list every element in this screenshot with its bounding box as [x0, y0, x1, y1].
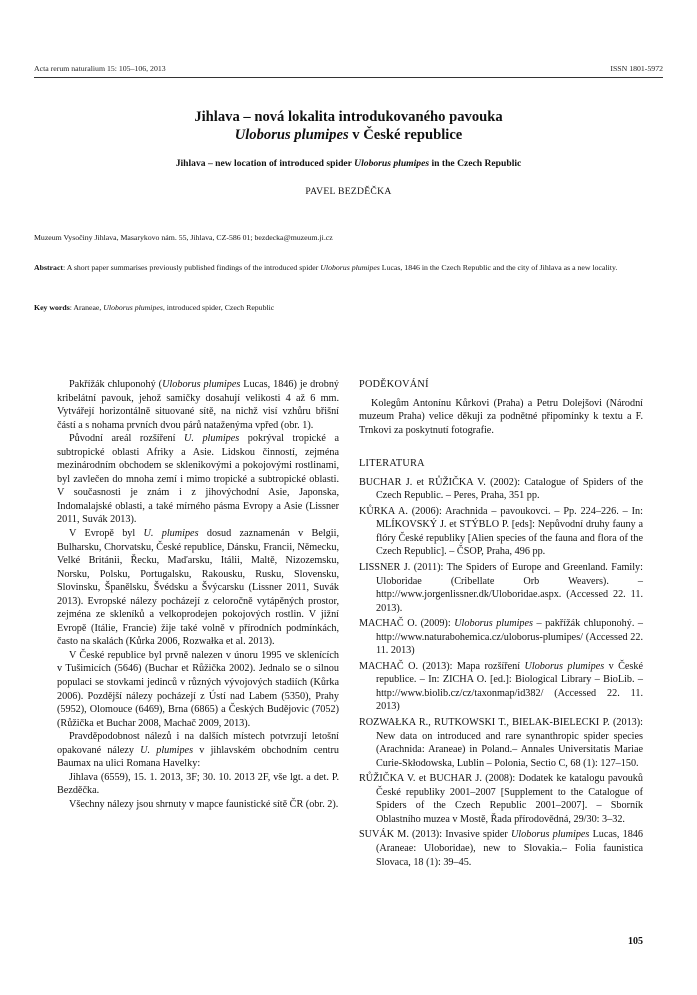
reference-item — [359, 660, 643, 714]
abstract-species: Uloborus plumipes — [320, 263, 380, 272]
reference-authors: MACHAČ O. (2009) — [359, 618, 448, 630]
abstract-text-before: : A short paper summarises previously published findings of the introduced spider — [63, 263, 321, 272]
abstract — [34, 261, 663, 276]
body-paragraph-4: V České republice byl prvně nalezen v únoru 1995 ve sklenících v Tušimicích (5646) (Buchar et Růžička 2002). Jednalo se o silnou populaci se stovkami jedinců v různých vývojových stadiích (Kůrka 2006). Pozdější nálezy pocházejí z Ústí nad Labem (5350), Prahy (5952), Olomouce (6469), Brna (6865) a Českých Budějovic (7052) (Růžička et Buchar 2008, Machač 2009, 2013). — [57, 649, 339, 729]
body-paragraph-3 — [57, 527, 339, 649]
species-name: U. plumipes — [140, 744, 194, 756]
affiliation: Muzeum Vysočiny Jihlava, Masarykovo nám. 55, Jihlava, CZ-586 01; bezdecka@muzeum.ji.cz — [34, 233, 333, 242]
reference-authors: MACHAČ O. (2013) — [359, 660, 450, 672]
text: Pakřížák chluponohý ( — [69, 379, 163, 390]
reference-item — [359, 476, 643, 503]
text: Pravděpodobnost nálezů i na dalších místech potvrzují letošní opakované nálezy — [57, 731, 339, 756]
page-number: 105 — [628, 936, 643, 947]
body-paragraph-6: Jihlava (6559), 15. 1. 2013, 3F; 30. 10. 2013 2F, vše lgt. a det. P. Bezděčka. — [57, 771, 339, 797]
reference-text: : New data on introduced and rare synanthropic spider species (Arachnida: Araneae) in Poland.– Annales Universitatis Mariae Curie-Skłodowska, Lublin – Polonia, Sectio C, 68 (1): 127–150. — [376, 717, 643, 769]
reference-item — [359, 617, 643, 658]
reference-text: v České republice. – In: ZICHA O. [ed.]: Biological Library – BioLib. – http://www.biolib.cz/cz/taxonmap/id382/ (Accessed 22. 11. 2013) — [376, 660, 643, 713]
reference-species: Uloborus plumipes — [524, 660, 605, 672]
keywords-before: : Araneae, — [69, 303, 104, 312]
journal-citation: Acta rerum naturalium 15: 105–106, 2013 — [34, 64, 166, 73]
reference-item — [359, 716, 643, 770]
body-right-column — [359, 378, 643, 871]
reference-authors: KŮRKA A. (2006) — [359, 505, 439, 517]
abstract-label: Abstract — [34, 263, 64, 272]
body-paragraph-2 — [57, 432, 339, 527]
title-line2-rest: v České republice — [348, 127, 463, 143]
reference-item — [359, 561, 643, 615]
text: Původní areál rozšíření — [69, 433, 185, 445]
keywords-after: , introduced spider, Czech Republic — [162, 303, 275, 312]
author-name: PAVEL BEZDĚČKA — [305, 186, 392, 197]
text: V Evropě byl — [69, 528, 144, 540]
reference-text: : Arachnida – pavoukovci. – Pp. 224–226. – In: MLÍKOVSKÝ J. et STÝBLO P. [eds]: Nepůvodní druhy fauny a flóry České republiky [Alien species of the fauna and flora of the Czech Republic]. – ČSOP, Praha, 496 pp. — [376, 505, 643, 558]
subtitle-before: Jihlava – new location of introduced spider — [175, 158, 355, 169]
reference-text: : Dodatek ke katalogu pavouků České republiky 2001–2007 [Supplement to the Catalogue of Spiders of the Czech Republic 2001–2007]. – Sborník Oblastního muzea v Mostě, Řada přírodovědná, 29/30: 3–32. — [376, 773, 643, 825]
reference-text: – pakřížák chluponohý. – http://www.naturabohemica.cz/uloborus-plumipes/ (Accessed 22. 11. 2013) — [376, 618, 643, 657]
text: pokrýval tropické a subtropické oblasti Afriky a Asie. Lidskou činností, zejména mezinárodním obchodem se sklenikovými a pokojovými rostlinami, byl zavlečen do mnoha zemí i mimo tropické a subtropické oblasti. V současnosti je znám i z jihovýchodní Asie, Japonska, Indomalajské oblasti, a také mírného pásma Evropy a Asie (Lissner 2011, Suvák 2013). — [57, 433, 339, 526]
reference-text: : The Spiders of Europe and Greenland. Family: Uloboridae (Cribellate Orb Weavers). – http://www.jorgenlissner.dk/Uloboridae.aspx. (Accessed 22. 11. 2013). — [376, 562, 643, 614]
reference-text: : Catalogue of Spiders of the Czech Republic. – Peres, Praha, 351 pp. — [376, 476, 643, 502]
reference-species: Uloborus plumipes — [510, 829, 590, 841]
literature-heading: LITERATURA — [359, 458, 425, 470]
keywords-label: Key words — [34, 303, 70, 312]
issn: ISSN 1801-5972 — [610, 64, 663, 73]
body-paragraph-5 — [57, 730, 339, 771]
text: Lucas, 1846) je drobný kribelátní pavouk, jehož samičky dosahují velikosti 4 až 6 mm. Vytvářejí horizontálně situované sítě, na nichž visí vzhůru břišní částí a s nohama prvních dvou párů nataženýma vpřed (obr. 1). — [57, 379, 340, 431]
reference-item — [359, 505, 643, 559]
reference-item — [359, 772, 643, 826]
reference-item — [359, 828, 643, 869]
reference-text: : — [447, 618, 455, 630]
body-paragraph-1 — [57, 378, 339, 432]
reference-authors: BUCHAR J. et RŮŽIČKA V. (2002) — [359, 476, 518, 488]
subtitle-after: in the Czech Republic — [429, 158, 522, 169]
reference-authors: RŮŽIČKA V. et BUCHAR J. (2008) — [359, 773, 513, 785]
keywords-species: Uloborus plumipes — [103, 303, 163, 312]
subtitle-species: Uloborus plumipes — [354, 158, 430, 169]
reference-authors: ROZWAŁKA R., RUTKOWSKI T., BIELAK-BIELECKI P. (2013) — [359, 717, 641, 729]
title-czech-line2 — [34, 126, 663, 144]
reference-list — [359, 476, 643, 869]
text: dosud zaznamenán v Belgii, Bulharsku, Chorvatsku, České republice, Dánsku, Francii, Německu, Velké Británii, Řecku, Maďarsku, Itálii, Maltě, Nizozemsku, Norsku, Polsku, Portugalsku, Rakousku, Rusku, Slovensku, Slovinsku, Španělsku, Švédsku a Švýcarsku (Lissner 2011, Suvák 2013). Evropské nálezy pocházejí z celoročně vytápěných prostor, zejména ze skleníků a velkoprodejen pokojových rostlin. V jižní Evropě (Itálie, Francie) žije také volně v přírodních podmínkách, často na skalách (Kůrka 2006, Rozwałka et al. 2013). — [57, 528, 339, 648]
title-english — [34, 158, 663, 169]
species-name: Uloborus plumipes — [162, 379, 241, 390]
reference-authors: SUVÁK M. (2013) — [359, 829, 440, 841]
reference-text: Lucas, 1846 (Araneae: Uloboridae), new to Slovakia.– Folia faunistica Slovaca, 18 (1): 39–45. — [376, 829, 643, 868]
species-name: U. plumipes — [184, 433, 240, 445]
title-species: Uloborus plumipes — [234, 127, 349, 143]
reference-species: Uloborus plumipes — [454, 618, 533, 630]
reference-text: : Invasive spider — [439, 829, 511, 841]
title-czech-line1: Jihlava – nová lokalita introdukovaného pavouka — [194, 109, 503, 125]
species-name: U. plumipes — [143, 528, 199, 540]
acknowledgements-heading: PODĚKOVÁNÍ — [359, 379, 429, 390]
reference-text: : Mapa rozšíření — [449, 660, 525, 672]
acknowledgements-text: Kolegům Antonínu Kůrkovi (Praha) a Petru Dolejšovi (Národní muzeum Praha) velice děkuji za podnětné připomínky k textu a F. Trnkovi za poskytnutí fotografie. — [359, 397, 643, 436]
body-left-column — [57, 378, 339, 812]
abstract-text-after: Lucas, 1846 in the Czech Republic and the city of Jihlava as a new locality. — [379, 263, 618, 272]
header-rule — [34, 77, 663, 78]
text: v jihlavském obchodním centru Baumax na ulici Romana Havelky: — [57, 744, 339, 770]
keywords — [34, 303, 663, 312]
reference-authors: LISSNER J. (2011) — [359, 562, 441, 574]
body-paragraph-7: Všechny nálezy jsou shrnuty v mapce faunistické sítě ČR (obr. 2). — [69, 798, 339, 810]
